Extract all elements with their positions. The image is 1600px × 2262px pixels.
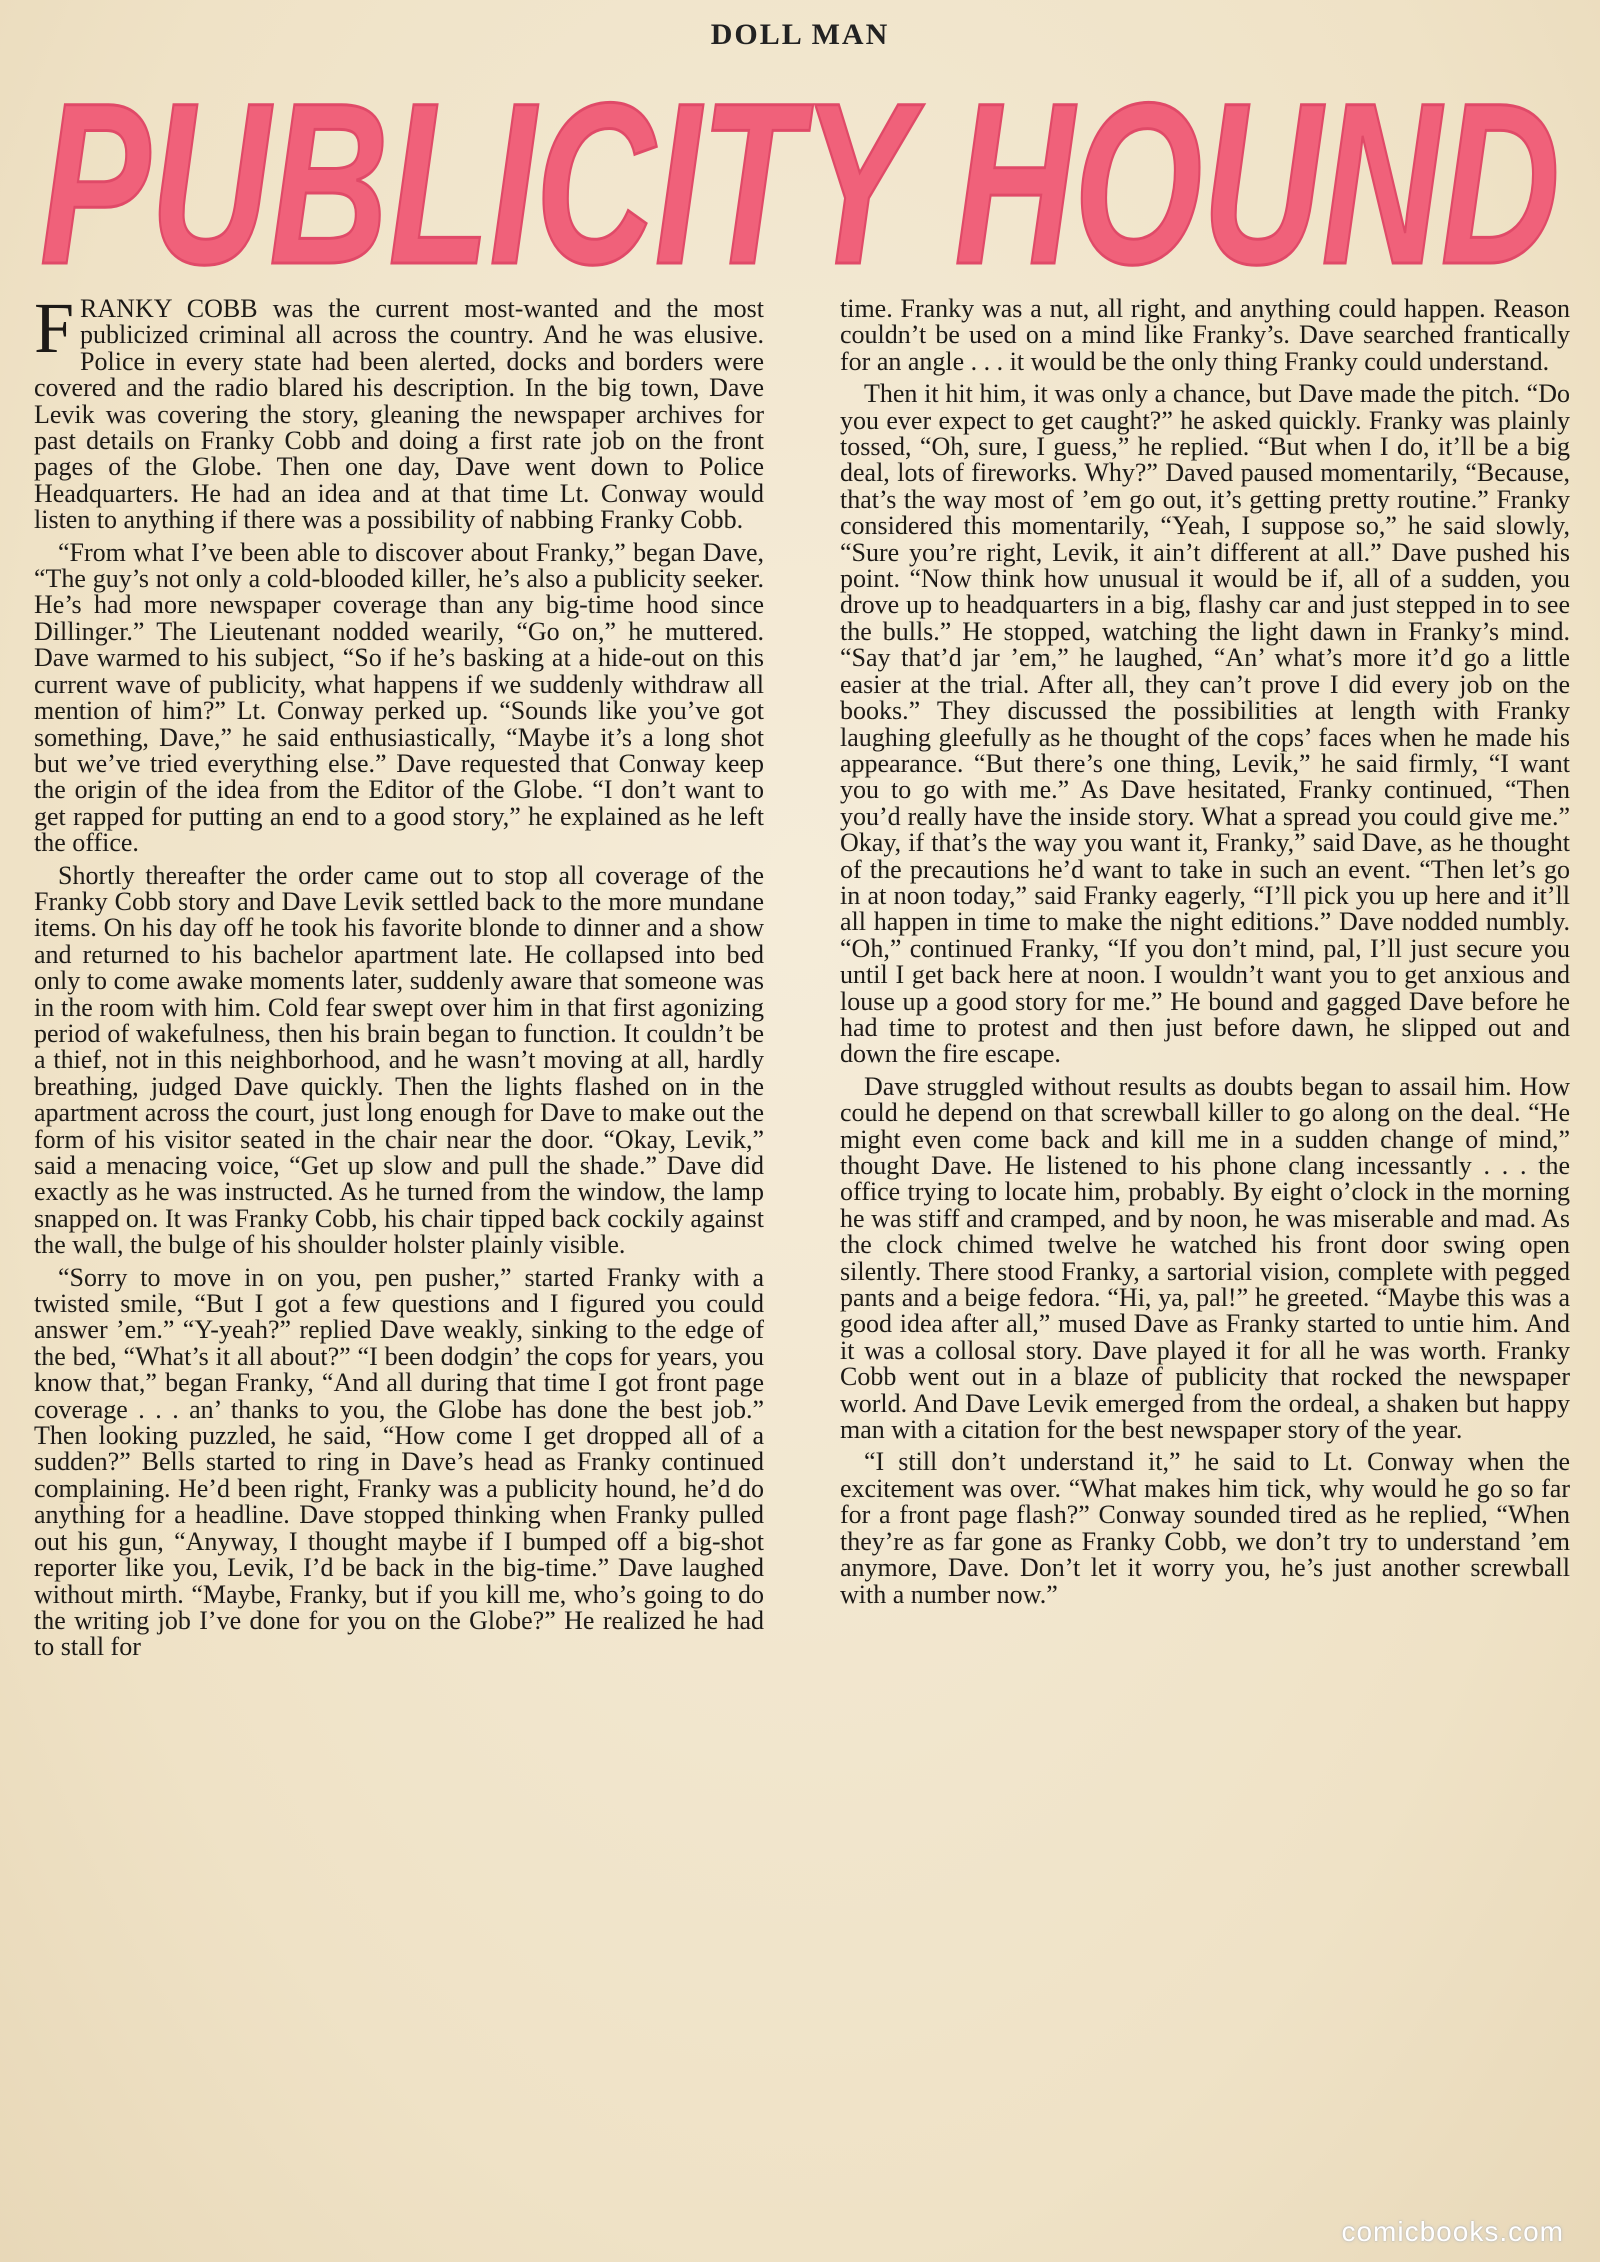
paragraph: Shortly thereafter the order came out to stop all coverage of the Franky Cobb story and Dave Levik settled back to the more mundane items. On his day off he took his favorite blonde to dinner and a show and returned to his bachelor apartment late. He collapsed into bed only to come awake moments later, suddenly aware that someone was in the room with him. Cold fear swept over him in that first agonizing period of wakefulness, then his brain began to function. It couldn’t be a thief, not in this neighborhood, and he wasn’t moving at all, hardly breathing, judged Dave quickly. Then the lights flashed on in the apartment across the court, just long enough for Dave to make out the form of his visitor seated in the chair near the door. “Okay, Levik,” said a menacing voice, “Get up slow and pull the shade.” Dave did exactly as he was instructed. As he turned from the window, the lamp snapped on. It was Franky Cobb, his chair tipped back cockily against the wall, the bulge of his shoulder holster plainly visible. (34, 860, 764, 1260)
paragraph: “I still don’t understand it,” he said to Lt. Conway when the excitement was over. “What makes him tick, why would he go so far for a front page flash?” Conway sounded tired as he replied, “When they’re as far gone as Franky Cobb, we don’t try to understand ’em anymore, Dave. Don’t let it worry you, he’s just another screwball with a number now.” (840, 1447, 1570, 1609)
story-columns (34, 296, 1570, 2192)
paragraph: “From what I’ve been able to discover about Franky,” began Dave, “The guy’s not only a cold-blooded killer, he’s also a publicity seeker. He’s had more newspaper coverage than any big-time hood since Dillinger.” The Lieutenant nodded wearily, “Go on,” he muttered. Dave warmed to his subject, “So if he’s basking at a hide-out on this current wave of publicity, what happens if we suddenly withdraw all mention of him?” Lt. Conway perked up. “Sounds like you’ve got something, Dave,” he said enthusiastically, “Maybe it’s a long shot but we’ve tried everything else.” Dave requested that Conway keep the origin of the idea from the Editor of the Globe. “I don’t want to get rapped for putting an end to a good story,” he explained as he left the office. (34, 537, 764, 858)
drop-cap: F (34, 296, 75, 368)
paragraph: time. Franky was a nut, all right, and anything could happen. Reason couldn’t be used on a mind like Franky’s. Dave searched frantically for an angle . . . it would be the only thing Franky could understand. (840, 296, 1570, 376)
running-head: DOLL MAN (710, 18, 890, 51)
watermark: comicbooks.com (1341, 2216, 1564, 2247)
story-title-text: PUBLICITY HOUND (40, 58, 1560, 288)
paragraph (34, 296, 764, 534)
story-title (30, 58, 1570, 288)
paragraph-text: RANKY COBB was the current most-wanted and the most publicized criminal all across the country. And he was elusive. Police in every state had been alerted, docks and borders were covered and the radio blared his description. In the big town, Dave Levik was covering the story, gleaning the newspaper archives for past details on Franky Cobb and doing a first rate job on the front pages of the Globe. Then one day, Dave went down to Police Headquarters. He had an idea and at that time Lt. Conway would listen to anything if there was a possibility of nabbing Franky Cobb. (34, 296, 764, 535)
story-title-graphic (30, 58, 1570, 288)
paragraph: Dave struggled without results as doubts began to assail him. How could he depend on that screwball killer to go along on the deal. “He might even come back and kill me in a sudden change of mind,” thought Dave. He listened to his phone clang incessantly . . . the office trying to locate him, probably. By eight o’clock in the morning he was stiff and cramped, and by noon, he was miserable and mad. As the clock chimed twelve he watched his front door swing open silently. There stood Franky, a sartorial vision, complete with pegged pants and a beige fedora. “Hi, ya, pal!” he greeted. “Maybe this was a good idea after all,” mused Dave as Franky started to untie him. And it was a collosal story. Dave played it for all he was worth. Franky Cobb went out in a blaze of publicity that rocked the newspaper world. And Dave Levik emerged from the ordeal, a shaken but happy man with a citation for the best newspaper story of the year. (840, 1071, 1570, 1445)
story-column-right (840, 296, 1570, 2192)
paragraph: “Sorry to move in on you, pen pusher,” started Franky with a twisted smile, “But I got a few questions and I figured you could answer ’em.” “Y-yeah?” replied Dave weakly, sinking to the edge of the bed, “What’s it all about?” “I been dodgin’ the cops for years, you know that,” began Franky, “And all during that time I got front page coverage . . . an’ thanks to you, the Globe has done the best job.” Then looking puzzled, he said, “How come I get dropped all of a sudden?” Bells started to ring in Dave’s head as Franky continued complaining. He’d been right, Franky was a publicity hound, he’d do anything for a headline. Dave stopped thinking when Franky pulled out his gun, “Anyway, I thought maybe if I bumped off a big-shot reporter like you, Levik, I’d be back in the big-time.” Dave laughed without mirth. “Maybe, Franky, but if you kill me, who’s going to do the writing job I’ve done for you on the Globe?” He realized he had to stall for (34, 1262, 764, 1662)
paragraph: Then it hit him, it was only a chance, but Dave made the pitch. “Do you ever expect to get caught?” he asked quickly. Franky was plainly tossed, “Oh, sure, I guess,” he replied. “But when I do, it’ll be a big deal, lots of fireworks. Why?” Daved paused momentarily, “Because, that’s the way most of ’em go out, it’s getting pretty routine.” Franky considered this momentarily, “Yeah, I suppose so,” he said slowly, “Sure you’re right, Levik, it ain’t different at all.” Dave pushed his point. “Now think how unusual it would be if, all of a sudden, you drove up to headquarters in a big, flashy car and just stepped in to see the bulls.” He stopped, watching the light dawn in Franky’s mind. “Say that’d jar ’em,” he laughed, “An’ what’s more it’d go a little easier at the trial. After all, they can’t prove I did every job on the books.” They discussed the possibilities at length with Franky laughing gleefully as he thought of the cops’ faces when he made his appearance. “But there’s one thing, Levik,” he said firmly, “I want you to go with me.” As Dave hesitated, Franky continued, “Then you’d really have the inside story. What a spread you could give me.” Okay, if that’s the way you want it, Franky,” said Dave, as he thought of the precautions he’d want to take in such an event. “Then let’s go in at noon today,” said Franky eagerly, “I’ll pick you up here and it’ll all happen in time to make the night editions.” Dave nodded numbly. “Oh,” continued Franky, “If you don’t mind, pal, I’ll just secure you until I get back here at noon. I wouldn’t want you to get anxious and louse up a good story for me.” He bound and gagged Dave before he had time to protest and then just before dawn, he slipped out and down the fire escape. (840, 379, 1570, 1069)
story-column-left (34, 296, 764, 2192)
